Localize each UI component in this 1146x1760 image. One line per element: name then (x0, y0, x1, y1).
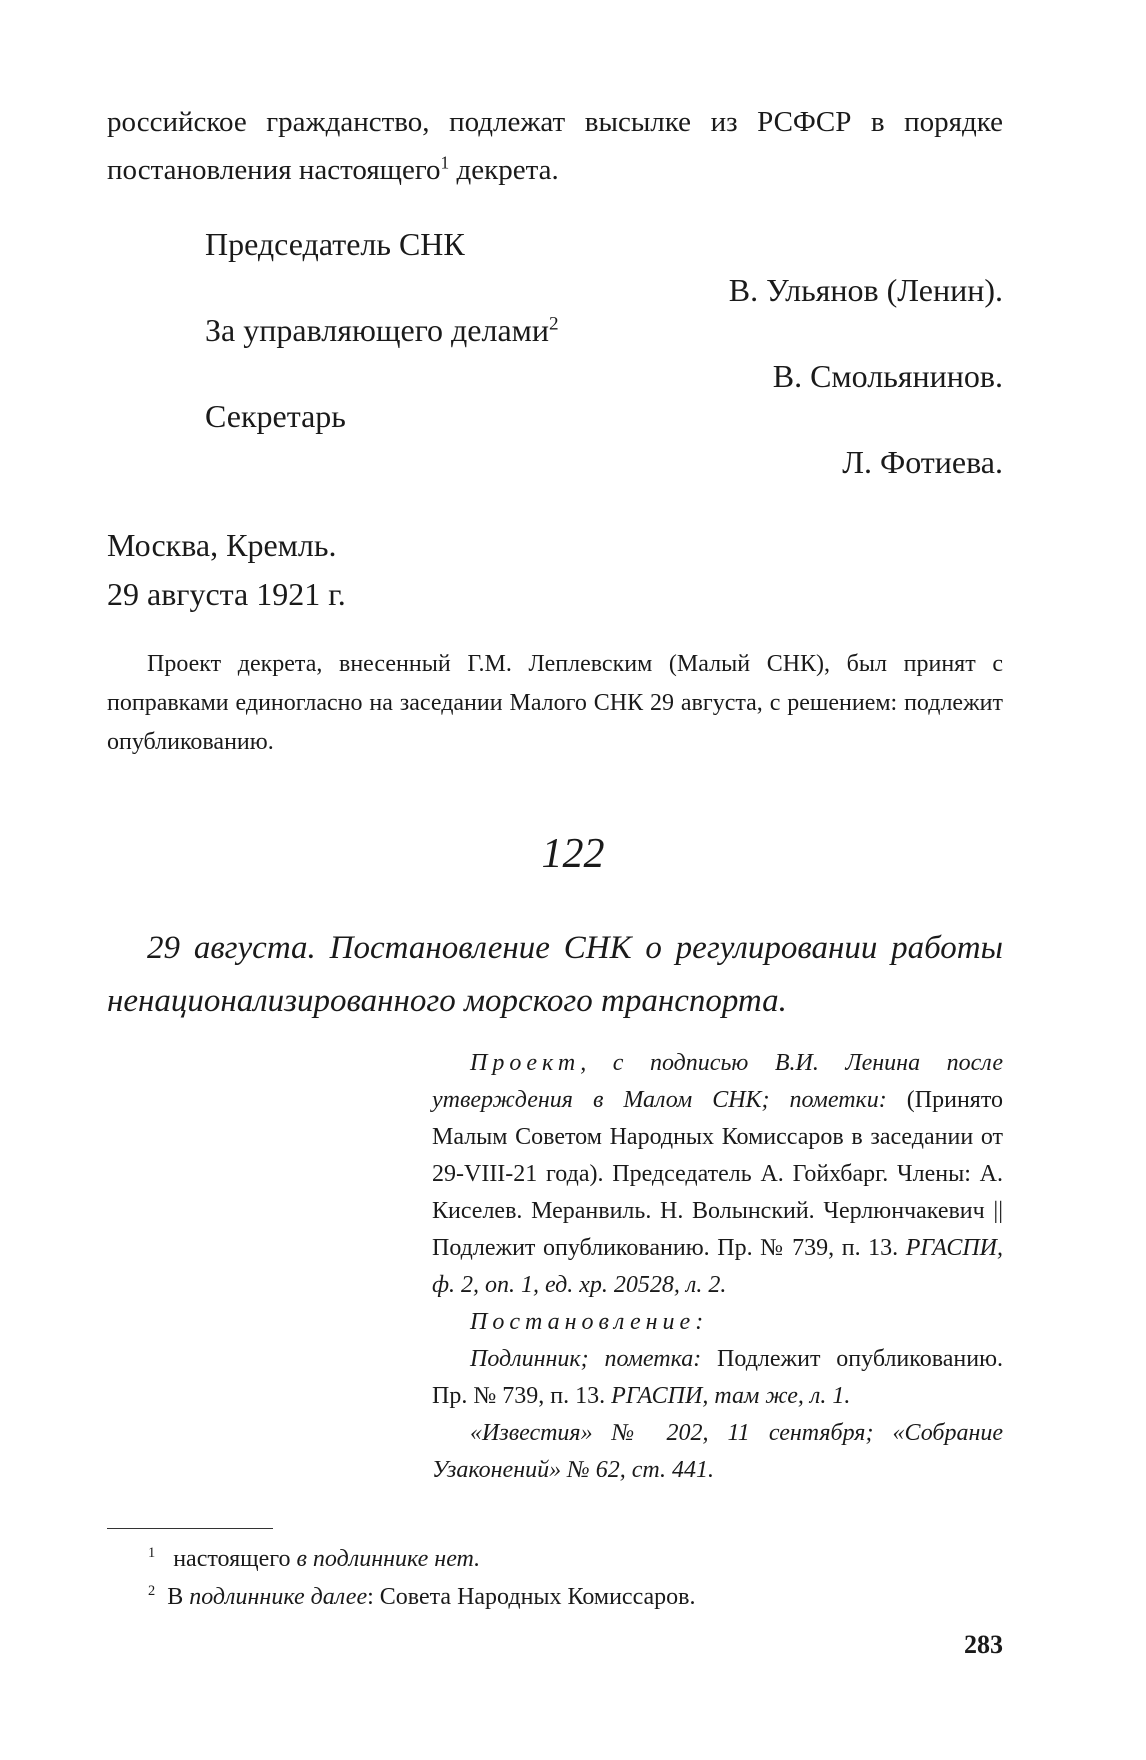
page-number: 283 (964, 1630, 1003, 1659)
signature-name-manager: В. Смольянинов. (772, 358, 1003, 394)
editor-note: Проект декрета, внесенный Г.М. Леплевским (Малый СНК), был принят с поправками единогласно на заседании Малого СНК 29 августа, с решением: подлежит опубликованию. (107, 651, 1003, 755)
signature-name-secretary: Л. Фотиева. (842, 444, 1003, 480)
signature-role-chairman: Председатель СНК (205, 226, 465, 262)
signature-name-chairman: В. Ульянов (Ленин). (728, 272, 1003, 308)
footnote-1: $^1$ настоящего в подлиннике нет. (148, 1545, 481, 1572)
document-title: 29 августа. Постановление СНК о регулировании работы ненационализированного морского транспорта. (107, 930, 1003, 1019)
signature-role-manager: За управляющего делами$^2$ (205, 312, 559, 348)
source-paragraph-project: Проект, с подписью В.И. Ленина после утверждения в Малом СНК; пометки: (Принято Малым Советом Народных Комиссаров в заседании от 29-VIII-21 года). Председатель А. Гойхбарг. Члены: А. Киселев. Меранвиль. Н. Волынский. Черлюнчакевич || Подлежит опубликованию. Пр. № 739, п. 13. РГАСПИ, ф. 2, оп. 1, ед. хр. 20528, л. 2. (432, 1050, 1004, 1298)
document-number: 122 (541, 831, 605, 877)
footnote-ref-2: 2 (549, 313, 559, 335)
place: Москва, Кремль. (107, 527, 337, 563)
continuation-line-1: российское гражданство, подлежат высылке из РСФСР в порядке (107, 106, 1003, 138)
continuation-line-2: постановления настоящего$^1$ декрета. (107, 152, 559, 186)
footnote-2: $^2$ В подлиннике далее: Совета Народных Комиссаров. (148, 1583, 696, 1610)
footnote-ref-1: 1 (440, 152, 450, 173)
signature-role-secretary: Секретарь (205, 398, 346, 434)
date: 29 августа 1921 г. (107, 576, 346, 612)
footnote-divider (107, 1528, 273, 1529)
source-paragraph-original: Подлинник; пометка: Подлежит опубликованию. Пр. № 739, п. 13. РГАСПИ, там же, л. 1. (432, 1346, 1003, 1409)
footnote-mark: 1 (148, 1545, 156, 1561)
footnote-mark: 2 (148, 1583, 156, 1599)
archival-source (432, 1045, 1003, 1489)
source-paragraph-publication: «Известия» № 202, 11 сентября; «Собрание Узаконений» № 62, ст. 441. (432, 1420, 1003, 1483)
source-paragraph-resolution: Постановление: (470, 1309, 709, 1335)
